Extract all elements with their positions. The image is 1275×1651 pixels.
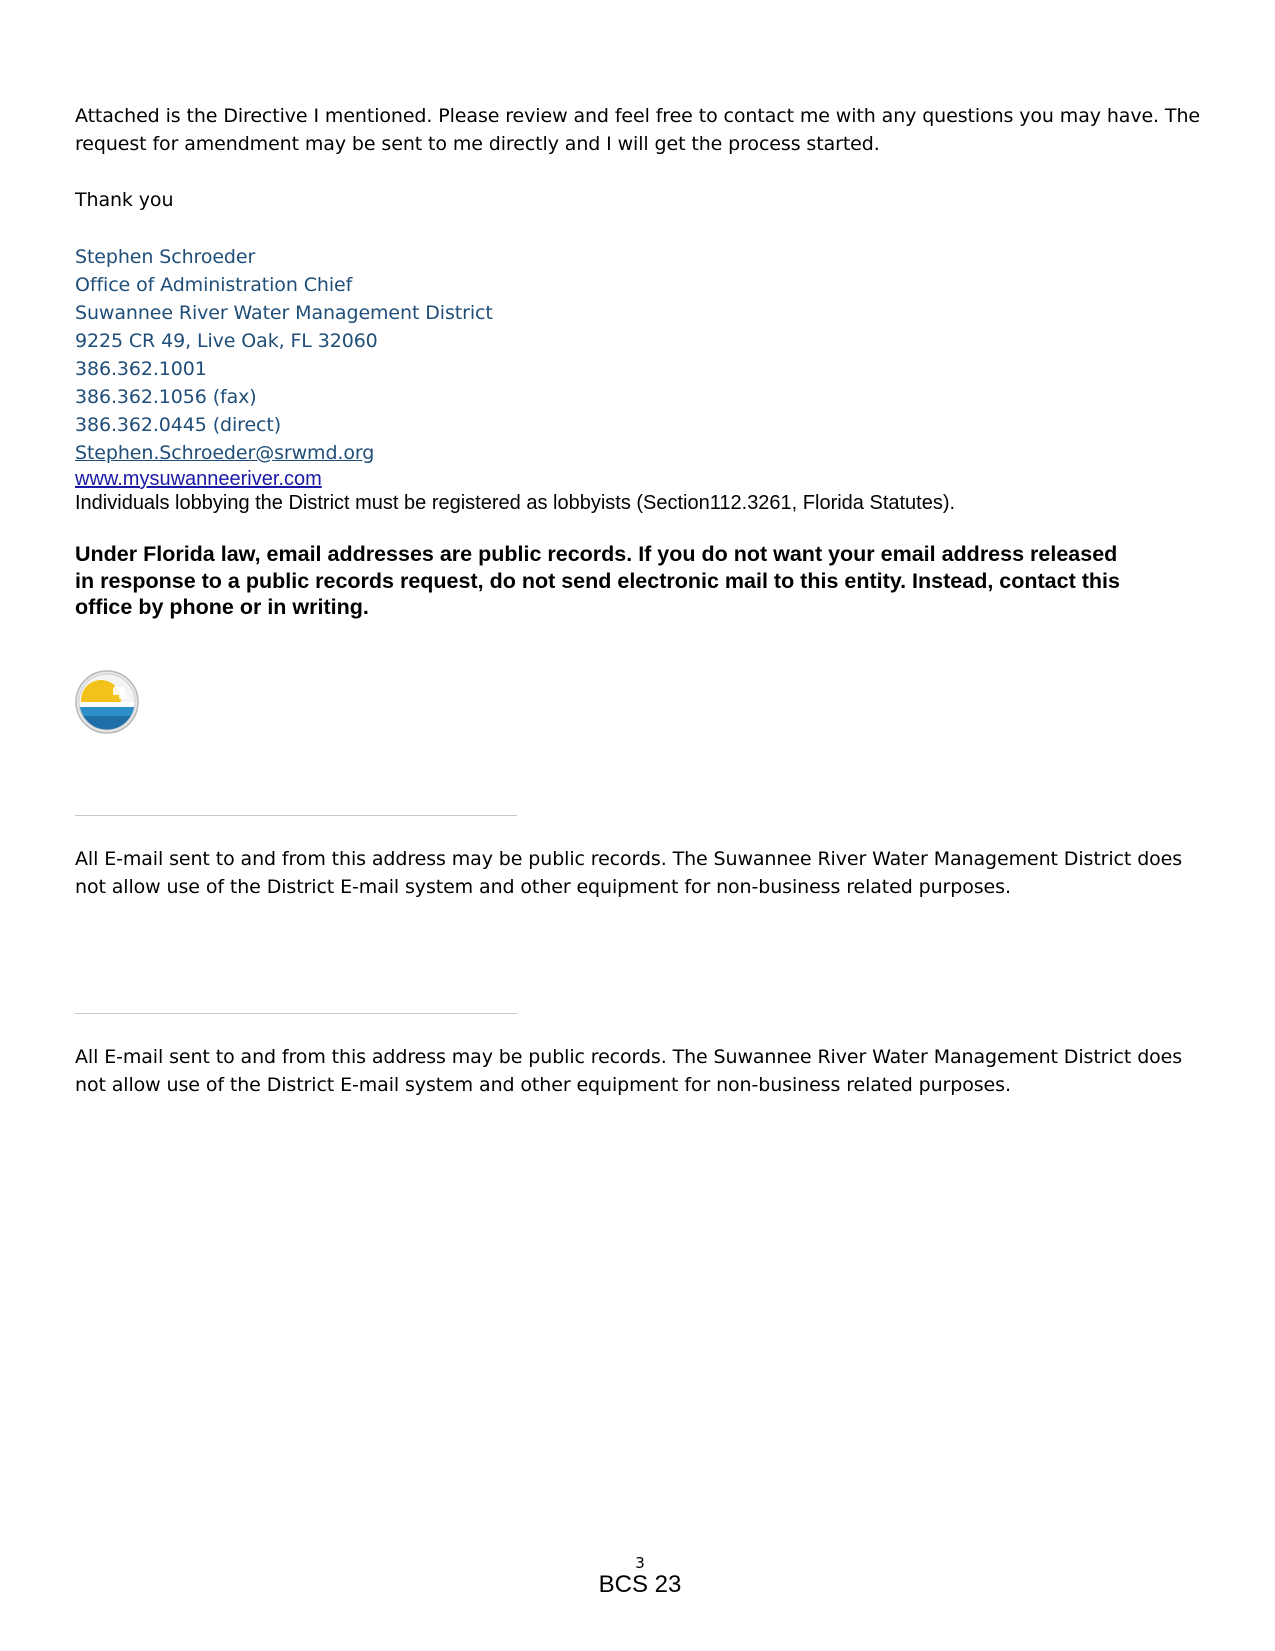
- disclaimer-1-line-2: not allow use of the District E-mail system and other equipment for non-business related purposes.: [75, 876, 1011, 898]
- closing-text: Thank you: [75, 189, 174, 211]
- disclaimer-1-line-1: All E-mail sent to and from this address may be public records. The Suwannee River Water Management District does: [75, 848, 1183, 870]
- intro-line-1: Attached is the Directive I mentioned. Please review and feel free to contact me with any questions you may have. The: [75, 105, 1200, 127]
- signature-direct-phone: 386.362.0445 (direct): [75, 414, 282, 436]
- disclaimer-2-line-1: All E-mail sent to and from this address may be public records. The Suwannee River Water Management District does: [75, 1046, 1183, 1068]
- signature-email-link[interactable]: Stephen.Schroeder@srwmd.org: [75, 442, 375, 464]
- signature-fax: 386.362.1056 (fax): [75, 386, 257, 408]
- website-link[interactable]: www.mysuwanneeriver.com: [75, 468, 322, 490]
- srwmd-logo-icon: [75, 670, 139, 734]
- signature-address: 9225 CR 49, Live Oak, FL 32060: [75, 330, 378, 352]
- email-disclaimer-2: [75, 1043, 1205, 1099]
- signature-phone: 386.362.1001: [75, 358, 207, 380]
- disclaimer-2-line-2: not allow use of the District E-mail system and other equipment for non-business related purposes.: [75, 1074, 1011, 1096]
- signature-title: Office of Administration Chief: [75, 274, 353, 296]
- page-number: 3: [635, 1554, 645, 1572]
- intro-line-2: request for amendment may be sent to me directly and I will get the process started.: [75, 133, 880, 155]
- email-disclaimer-1: [75, 845, 1205, 901]
- email-signature: [75, 243, 493, 467]
- intro-paragraph: [75, 102, 1205, 158]
- document-page: [75, 0, 1205, 1651]
- public-records-line-2: in response to a public records request, do not send electronic mail to this entity. Instead, contact this: [75, 568, 1120, 593]
- public-records-line-1: Under Florida law, email addresses are public records. If you do not want your email address released: [75, 542, 1118, 566]
- bates-label: BCS 23: [598, 1571, 682, 1598]
- signature-name: Stephen Schroeder: [75, 246, 256, 268]
- signature-organization: Suwannee River Water Management District: [75, 302, 493, 324]
- lobbying-notice: Individuals lobbying the District must be registered as lobbyists (Section112.3261, Florida Statutes).: [75, 492, 956, 514]
- signature-divider-2: [75, 1013, 517, 1014]
- signature-divider-1: [75, 815, 517, 816]
- public-records-notice: [75, 541, 1205, 621]
- public-records-line-3: office by phone or in writing.: [75, 595, 369, 619]
